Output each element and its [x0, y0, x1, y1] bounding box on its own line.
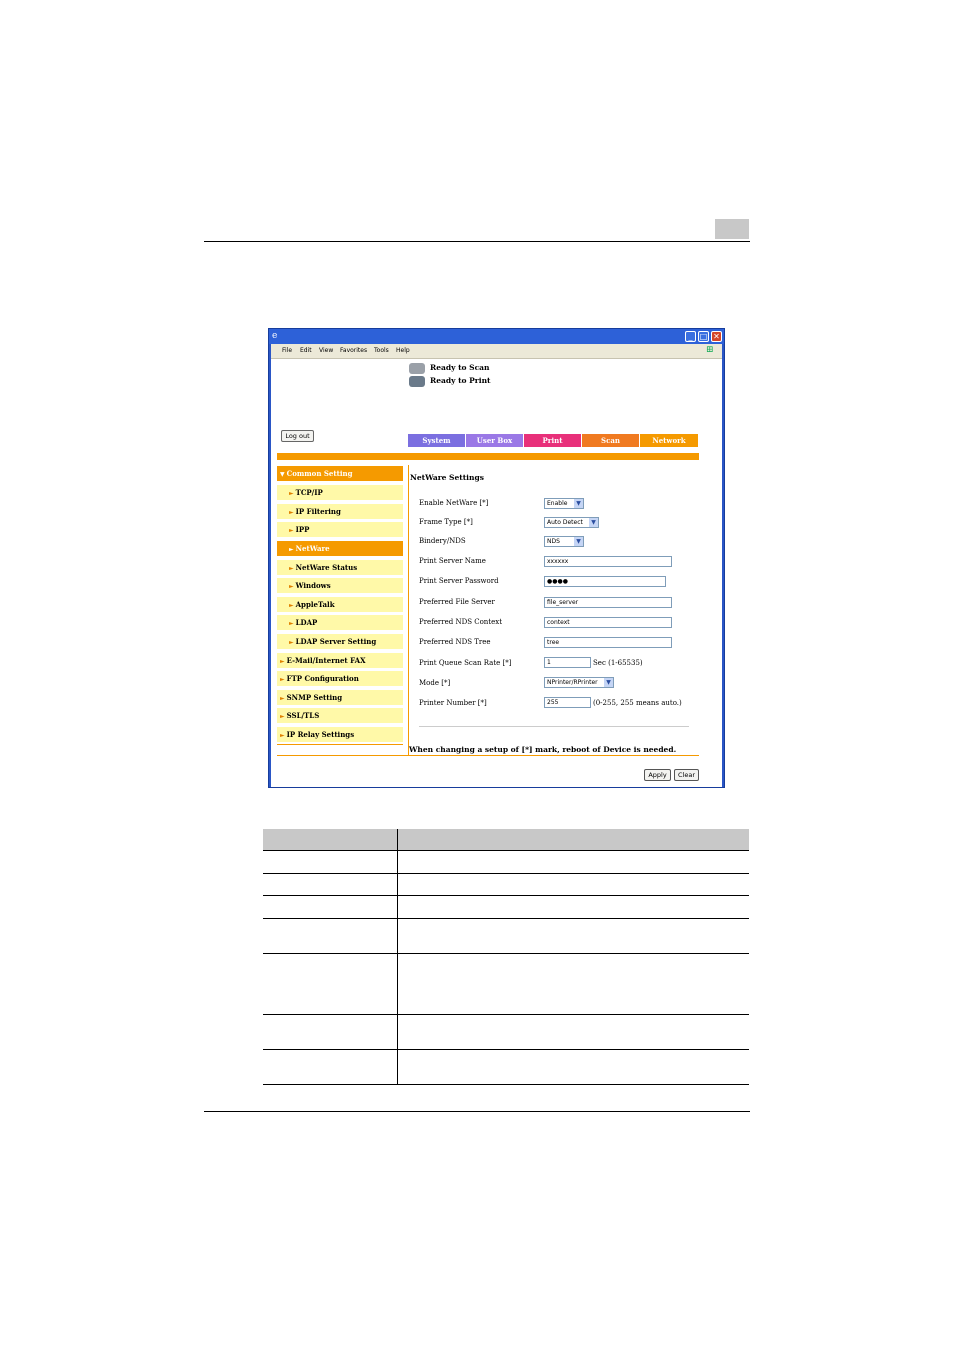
arrow-right-icon: ► [289, 602, 294, 609]
table-row-line [263, 953, 749, 954]
clear-button[interactable]: Clear [674, 769, 699, 781]
menu-edit[interactable]: Edit [300, 347, 312, 354]
table-row-line [263, 1084, 749, 1085]
tab-user-box[interactable]: User Box [466, 434, 523, 447]
sidebar-item-ip-filtering[interactable]: ► IP Filtering [277, 504, 403, 519]
table-row-line [263, 873, 749, 874]
scanner-icon [409, 363, 425, 374]
title-bar [269, 329, 724, 344]
label-mode: Mode [*] [419, 679, 451, 687]
arrow-right-icon: ► [289, 490, 294, 497]
tab-underline-bar [277, 453, 699, 460]
menu-favorites[interactable]: Favorites [340, 347, 368, 354]
sidebar-item-netware-status[interactable]: ► NetWare Status [277, 560, 403, 575]
header-rule [204, 241, 750, 242]
chevron-down-icon: ▼ [589, 518, 598, 527]
enable-netware-select[interactable]: Enable ▼ [544, 498, 584, 509]
sidebar-group-ip-relay-settings[interactable]: ► IP Relay Settings [277, 727, 403, 742]
tab-print[interactable]: Print [524, 434, 581, 447]
printer-number-range-hint: (0-255, 255 means auto.) [593, 699, 682, 707]
table-row-line [263, 895, 749, 896]
sidebar-item-tcpip[interactable]: ► TCP/IP [277, 485, 403, 500]
sidebar-item-ldap-server-setting[interactable]: ► LDAP Server Setting [277, 634, 403, 649]
sidebar-bottom-divider [277, 744, 403, 745]
table-header [263, 829, 749, 850]
sidebar-content-divider [408, 465, 409, 755]
chevron-down-icon: ▼ [280, 471, 285, 478]
preferred-nds-tree-input[interactable]: tree [544, 637, 672, 648]
form-title: NetWare Settings [410, 473, 484, 482]
web-content [271, 359, 722, 787]
arrow-right-icon: ► [280, 713, 285, 720]
windows-logo-icon: ⊞ [706, 345, 714, 355]
label-preferred-file-server: Preferred File Server [419, 598, 495, 606]
print-server-name-input[interactable]: xxxxxx [544, 556, 672, 567]
label-bindery-nds: Bindery/NDS [419, 537, 466, 545]
logout-button[interactable]: Log out [281, 430, 314, 442]
menu-tools[interactable]: Tools [374, 347, 389, 354]
print-queue-scan-rate-input[interactable]: 1 [544, 657, 591, 668]
arrow-right-icon: ► [289, 620, 294, 627]
menu-file[interactable]: File [282, 347, 293, 354]
ie-icon: e [272, 331, 278, 341]
arrow-right-icon: ► [289, 527, 294, 534]
chevron-down-icon: ▼ [604, 678, 613, 687]
footer-rule [204, 1111, 750, 1112]
tab-system[interactable]: System [408, 434, 465, 447]
status-print: Ready to Print [430, 376, 491, 385]
apply-button[interactable]: Apply [644, 769, 671, 781]
chevron-down-icon: ▼ [574, 499, 583, 508]
arrow-right-icon: ► [289, 546, 294, 553]
label-printer-number: Printer Number [*] [419, 699, 487, 707]
label-print-queue-scan-rate: Print Queue Scan Rate [*] [419, 659, 512, 667]
sidebar-group-ssl-tls[interactable]: ► SSL/TLS [277, 708, 403, 723]
sidebar-item-ipp[interactable]: ► IPP [277, 522, 403, 537]
arrow-right-icon: ► [289, 509, 294, 516]
table-row-line [263, 918, 749, 919]
printer-icon [409, 376, 425, 387]
label-enable-netware: Enable NetWare [*] [419, 499, 489, 507]
table-row-line [263, 850, 749, 851]
arrow-right-icon: ► [289, 583, 294, 590]
page-number-box [715, 219, 749, 239]
tab-network[interactable]: Network [640, 434, 698, 447]
label-frame-type: Frame Type [*] [419, 518, 473, 526]
preferred-file-server-input[interactable]: file_server [544, 597, 672, 608]
table-row-line [263, 1014, 749, 1015]
sidebar-group-email-internet-fax[interactable]: ► E-Mail/Internet FAX [277, 653, 403, 668]
printer-number-input[interactable]: 255 [544, 697, 591, 708]
print-server-password-input[interactable]: ●●●● [544, 576, 666, 587]
sidebar-header-common-setting[interactable]: ▼ Common Setting [277, 466, 403, 481]
arrow-right-icon: ► [280, 695, 285, 702]
frame-type-select[interactable]: Auto Detect ▼ [544, 517, 599, 528]
reboot-note: When changing a setup of [*] mark, reboot of Device is needed. [409, 745, 677, 754]
arrow-right-icon: ► [280, 658, 285, 665]
status-scan: Ready to Scan [430, 363, 490, 372]
close-button[interactable]: ✕ [711, 331, 722, 342]
browser-window [268, 328, 725, 788]
sidebar-item-ldap[interactable]: ► LDAP [277, 615, 403, 630]
label-preferred-nds-context: Preferred NDS Context [419, 618, 503, 626]
table-row-line [263, 1049, 749, 1050]
menu-bar [271, 344, 722, 359]
sidebar-group-ftp-configuration[interactable]: ► FTP Configuration [277, 671, 403, 686]
sidebar-group-snmp-setting[interactable]: ► SNMP Setting [277, 690, 403, 705]
tab-scan[interactable]: Scan [582, 434, 639, 447]
label-preferred-nds-tree: Preferred NDS Tree [419, 638, 491, 646]
label-print-server-password: Print Server Password [419, 577, 499, 585]
mode-select[interactable]: NPrinter/RPrinter ▼ [544, 677, 614, 688]
label-print-server-name: Print Server Name [419, 557, 486, 565]
maximize-button[interactable]: □ [699, 332, 708, 341]
content-bottom-divider [277, 755, 699, 756]
arrow-right-icon: ► [280, 732, 285, 739]
sidebar-item-windows[interactable]: ► Windows [277, 578, 403, 593]
scan-rate-range-hint: Sec (1-65535) [593, 659, 643, 667]
arrow-right-icon: ► [289, 565, 294, 572]
menu-view[interactable]: View [319, 347, 334, 354]
sidebar-item-netware[interactable]: ► NetWare [277, 541, 403, 556]
table-column-separator [397, 829, 398, 1084]
chevron-down-icon: ▼ [574, 537, 583, 546]
minimize-button[interactable]: _ [685, 331, 696, 342]
form-divider [419, 726, 689, 727]
preferred-nds-context-input[interactable]: context [544, 617, 672, 628]
sidebar-item-appletalk[interactable]: ► AppleTalk [277, 597, 403, 612]
menu-help[interactable]: Help [396, 347, 410, 354]
arrow-right-icon: ► [289, 639, 294, 646]
bindery-nds-select[interactable]: NDS ▼ [544, 536, 584, 547]
arrow-right-icon: ► [280, 676, 285, 683]
